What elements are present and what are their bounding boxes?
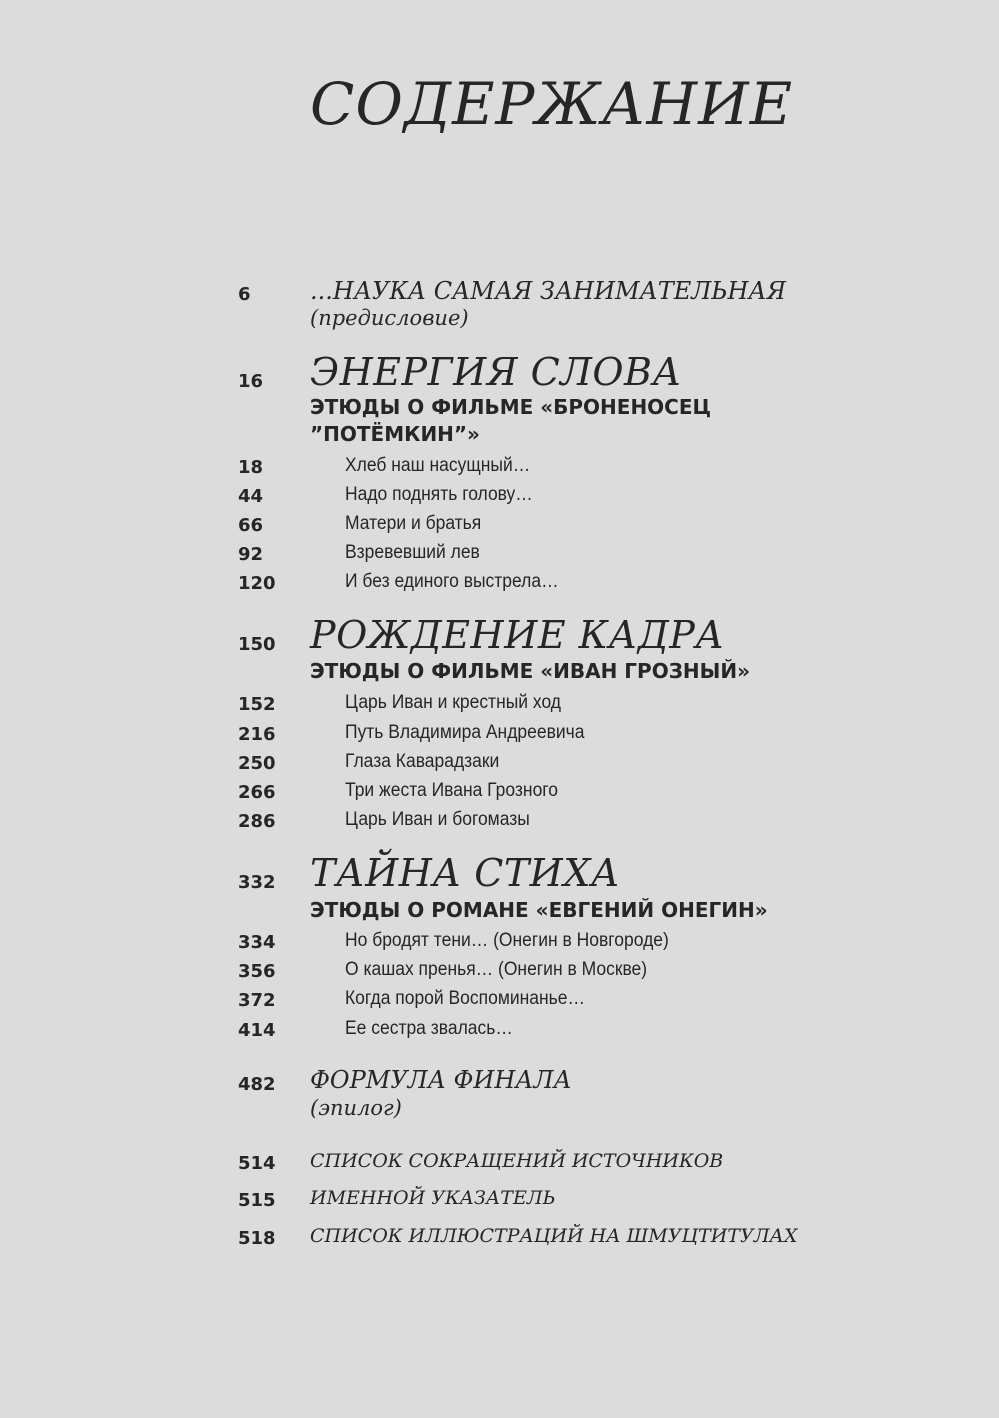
toc-page-number: 66 [238,515,264,536]
toc-page-number: 92 [238,544,264,565]
toc-page-number: 515 [238,1190,276,1211]
toc-item[interactable]: Хлеб наш насущный… [345,455,531,476]
toc-item[interactable]: Путь Владимира Андреевича [345,722,585,743]
toc-section-subtitle: ЭТЮДЫ О РОМАНЕ «ЕВГЕНИЙ ОНЕГИН» [310,898,768,922]
toc-section-title[interactable]: ТАЙНА СТИХА [310,851,621,895]
toc-page-number: 334 [238,932,276,953]
toc-epilogue-title[interactable]: ФОРМУЛА ФИНАЛА [310,1066,572,1094]
toc-preface-title[interactable]: ...НАУКА САМАЯ ЗАНИМАТЕЛЬНАЯ [310,277,786,305]
toc-item[interactable]: Ее сестра звалась… [345,1018,513,1039]
toc-item[interactable]: Царь Иван и богомазы [345,809,530,830]
toc-appendix-item[interactable]: ИМЕННОЙ УКАЗАТЕЛЬ [310,1187,556,1209]
toc-item[interactable]: Три жеста Ивана Грозного [345,780,559,801]
toc-page-number: 152 [238,694,276,715]
toc-page-number: 482 [238,1074,276,1095]
toc-section-subtitle: ”ПОТЁМКИН”» [310,422,480,446]
toc-section-title[interactable]: РОЖДЕНИЕ КАДРА [310,613,725,657]
toc-page-number: 44 [238,486,264,507]
toc-item[interactable]: Взревевший лев [345,542,480,563]
toc-section-title[interactable]: ЭНЕРГИЯ СЛОВА [310,350,682,394]
toc-appendix-item[interactable]: СПИСОК ИЛЛЮСТРАЦИЙ НА ШМУЦТИТУЛАХ [310,1225,798,1247]
toc-page-number: 356 [238,961,276,982]
toc-page-number: 414 [238,1020,276,1041]
toc-item[interactable]: Когда порой Воспоминанье… [345,988,585,1009]
toc-item[interactable]: Но бродят тени… (Онегин в Новгороде) [345,930,669,951]
toc-item[interactable]: Матери и братья [345,513,482,534]
toc-page-number: 16 [238,371,264,392]
toc-page-number: 518 [238,1228,276,1249]
toc-page-number: 286 [238,811,276,832]
toc-page-number: 514 [238,1153,276,1174]
toc-item[interactable]: Царь Иван и крестный ход [345,692,561,713]
page-title: СОДЕРЖАНИЕ [310,70,794,138]
toc-page-number: 18 [238,457,264,478]
toc-page-number: 6 [238,284,251,305]
toc-page-number: 266 [238,782,276,803]
toc-page-number: 216 [238,724,276,745]
toc-item[interactable]: Глаза Каварадзаки [345,751,500,772]
toc-item[interactable]: И без единого выстрела… [345,571,559,592]
toc-item[interactable]: Надо поднять голову… [345,484,533,505]
toc-preface-note: (предисловие) [310,306,469,330]
toc-appendix-item[interactable]: СПИСОК СОКРАЩЕНИЙ ИСТОЧНИКОВ [310,1150,724,1172]
toc-page-number: 120 [238,573,276,594]
toc-item[interactable]: О кашах пренья… (Онегин в Москве) [345,959,648,980]
toc-section-subtitle: ЭТЮДЫ О ФИЛЬМЕ «БРОНЕНОСЕЦ [310,395,712,419]
toc-section-subtitle: ЭТЮДЫ О ФИЛЬМЕ «ИВАН ГРОЗНЫЙ» [310,659,751,683]
toc-page-number: 150 [238,634,276,655]
toc-epilogue-note: (эпилог) [310,1096,402,1120]
toc-page-number: 372 [238,990,276,1011]
toc-page-number: 250 [238,753,276,774]
toc-page-number: 332 [238,872,276,893]
